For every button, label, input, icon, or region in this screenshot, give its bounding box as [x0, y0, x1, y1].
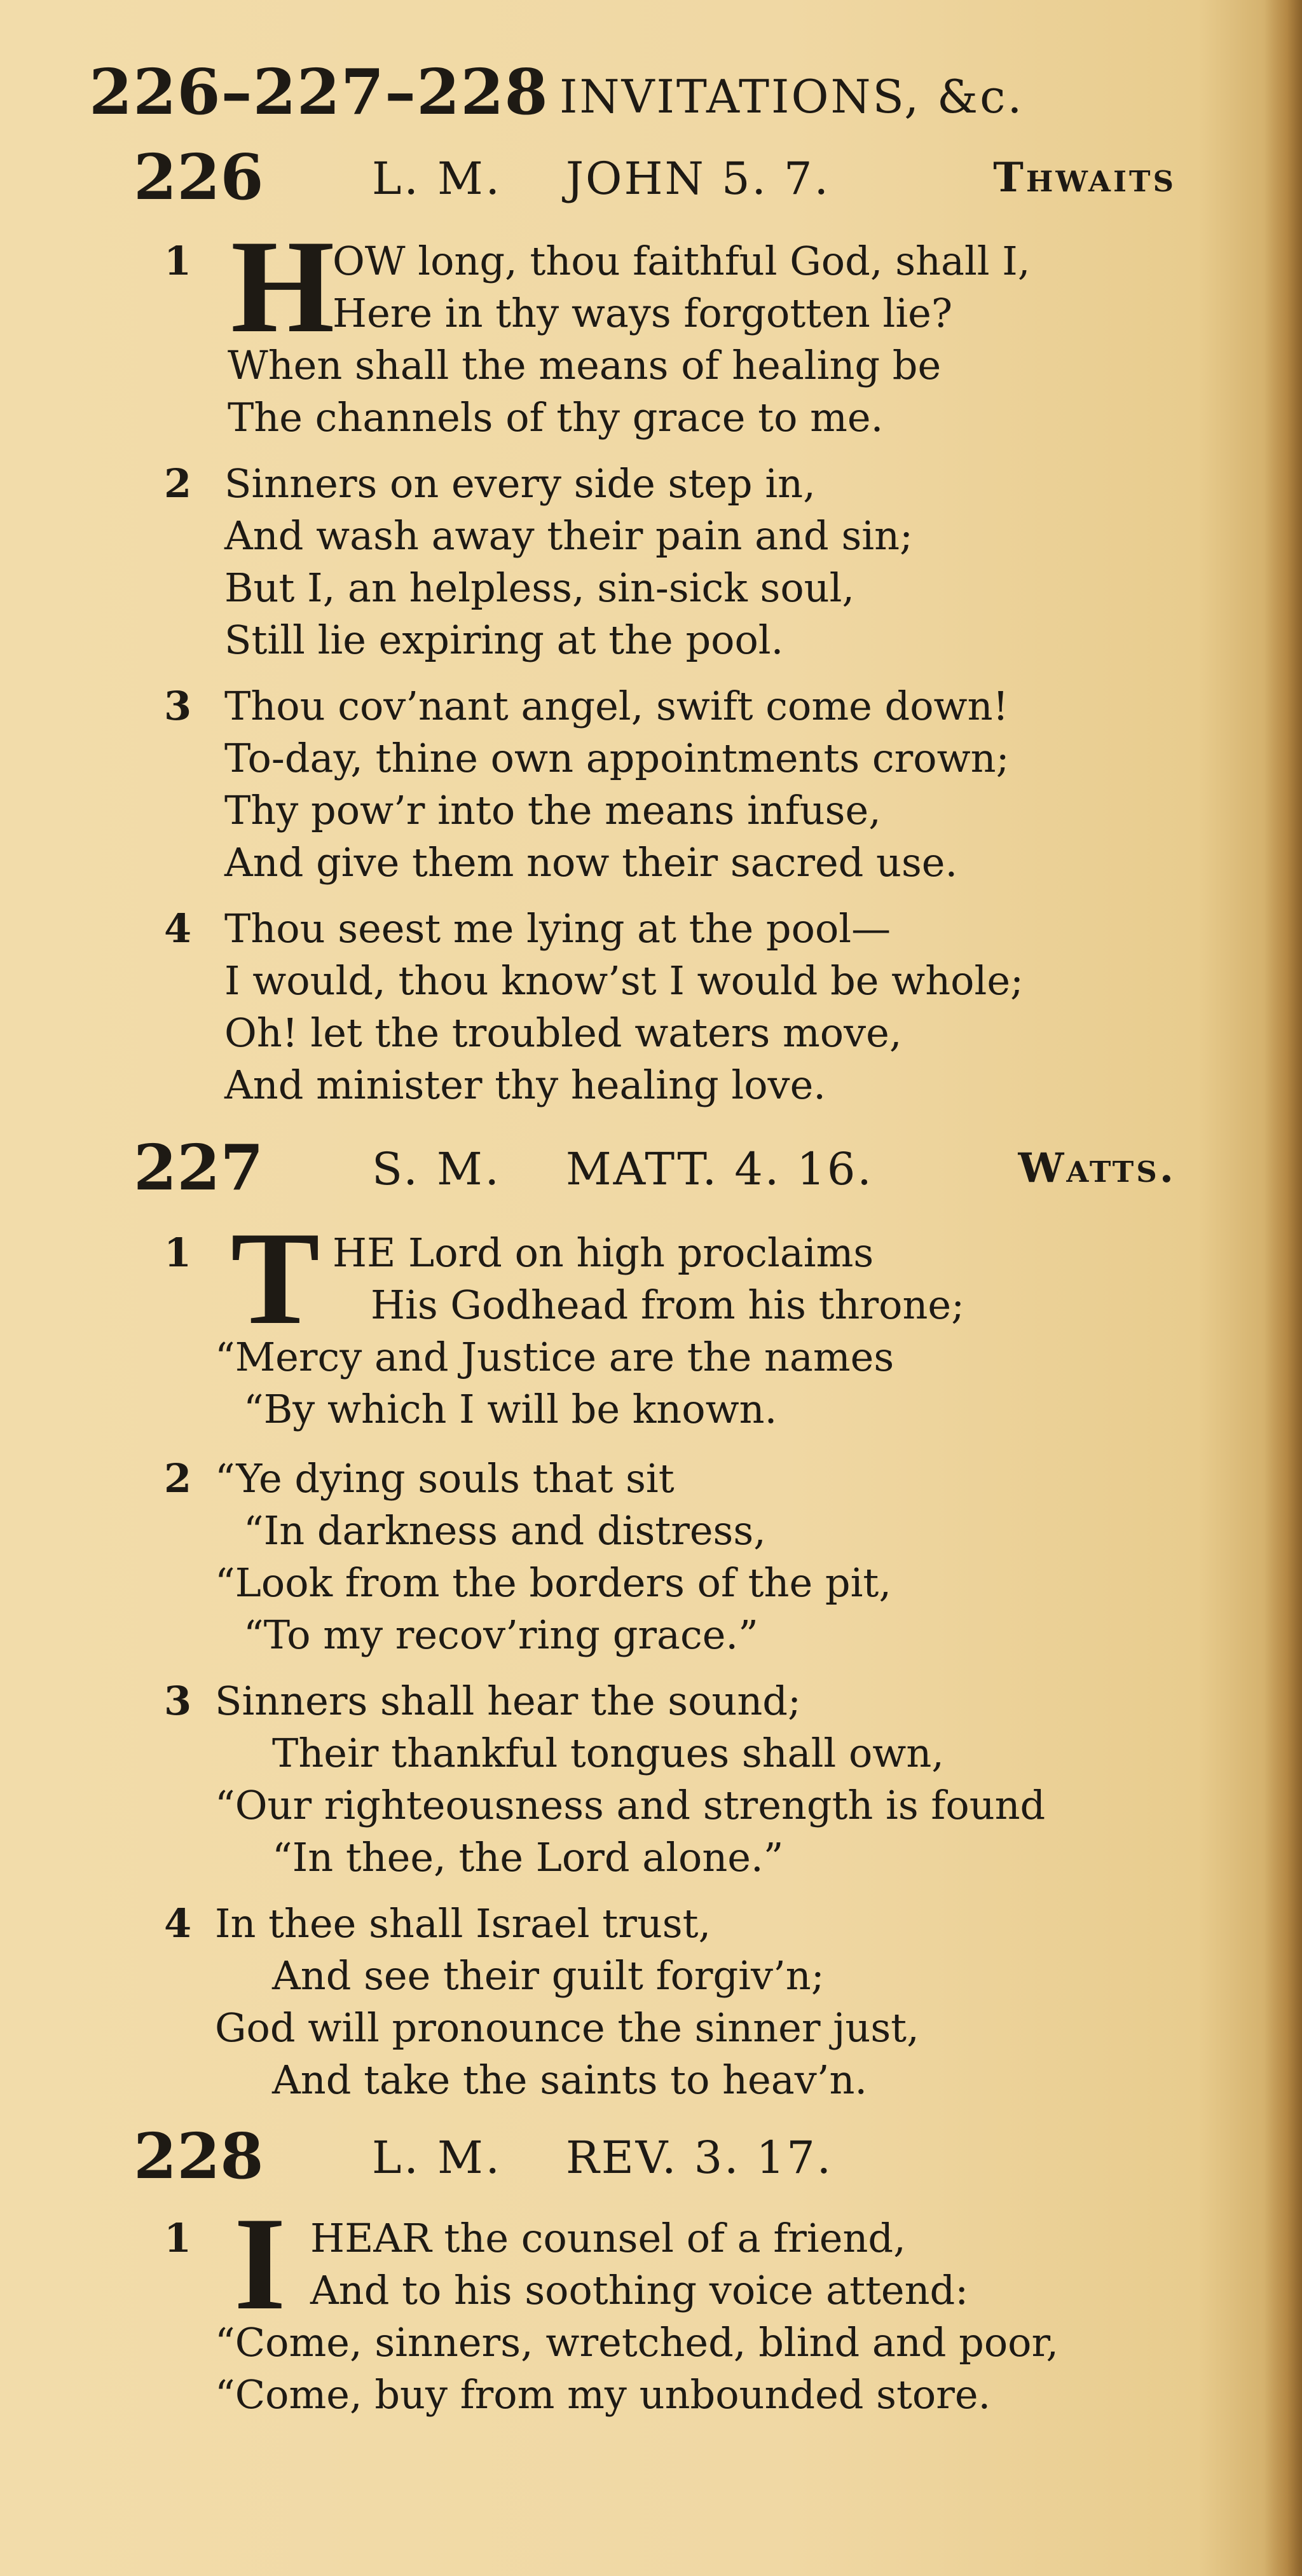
verse-line: “To my recov’ring grace.” — [243, 1612, 758, 1658]
verse-line: Thou cov’nant angel, swift come down! — [224, 683, 1009, 729]
hymn-scripture-reference: JOHN 5. 7. — [566, 153, 830, 205]
verse-line: Their thankful tongues shall own, — [272, 1730, 944, 1776]
verse-line: Here in thy ways forgotten lie? — [332, 290, 953, 336]
hymn-226-stanza-4 — [164, 903, 1181, 1113]
verse-line: “Ye dying souls that sit — [215, 1455, 675, 1502]
verse-line: “By which I will be known. — [243, 1386, 778, 1432]
hymn-226-stanza-2 — [164, 458, 1181, 668]
verse-line: OW long, thou faithful God, shall I, — [332, 238, 1031, 284]
hymn-227-stanza-4 — [164, 1898, 1181, 2107]
verse-line: Thy pow’r into the means infuse, — [224, 787, 881, 833]
hymn-author: Thwaits — [993, 154, 1176, 202]
verse-line: His Godhead from his throne; — [371, 1282, 964, 1328]
drop-cap: T — [231, 1205, 320, 1352]
verse-line: And minister thy healing love. — [224, 1062, 826, 1108]
stanza-number: 1 — [164, 2215, 192, 2261]
verse-line: HE Lord on high proclaims — [332, 1230, 874, 1276]
verse-line: But I, an helpless, sin-sick soul, — [224, 565, 855, 611]
hymn-meter: L. M. — [372, 2132, 502, 2184]
header-section-title: INVITATIONS, &c. — [559, 70, 1024, 123]
hymn-227-stanza-1 — [164, 1205, 1181, 1437]
verse-line: Oh! let the troubled waters move, — [224, 1010, 902, 1056]
verse-line: “Come, buy from my unbounded store. — [215, 2371, 991, 2418]
hymn-scripture-reference: REV. 3. 17. — [566, 2132, 833, 2184]
verse-line: And wash away their pain and sin; — [224, 512, 913, 559]
hymn-number: 226 — [134, 141, 264, 214]
hymn-226-stanza-3 — [164, 680, 1181, 890]
verse-line: “In thee, the Lord alone.” — [272, 1834, 784, 1881]
verse-line: “Mercy and Justice are the names — [215, 1334, 894, 1380]
stanza-number: 4 — [164, 1900, 192, 1947]
verse-line: And to his soothing voice attend: — [310, 2267, 969, 2313]
header-hymn-range: 226–227–228 — [89, 56, 549, 129]
verse-line: HEAR the counsel of a friend, — [310, 2215, 906, 2261]
verse-line: In thee shall Israel trust, — [215, 1900, 711, 1947]
verse-line: The channels of thy grace to me. — [228, 394, 884, 441]
verse-line: “In darkness and distress, — [243, 1507, 766, 1554]
verse-line: Thou seest me lying at the pool— — [224, 905, 891, 952]
hymn-meter: L. M. — [372, 153, 502, 205]
verse-line: God will pronounce the sinner just, — [215, 2004, 919, 2051]
hymn-228-stanza-1 — [164, 2190, 1181, 2422]
verse-line: Sinners on every side step in, — [224, 460, 816, 507]
hymn-scripture-reference: MATT. 4. 16. — [566, 1143, 874, 1195]
verse-line: And give them now their sacred use. — [224, 839, 958, 886]
verse-line: I would, thou know’st I would be whole; — [224, 957, 1024, 1004]
verse-line: When shall the means of healing be — [228, 342, 942, 388]
stanza-number: 1 — [164, 238, 192, 284]
verse-line: “Look from the borders of the pit, — [215, 1559, 892, 1606]
verse-line: “Come, sinners, wretched, blind and poor, — [215, 2319, 1059, 2366]
hymn-228-heading — [134, 2120, 1176, 2196]
stanza-number: 4 — [164, 905, 192, 952]
stanza-number: 1 — [164, 1230, 192, 1276]
hymn-meter: S. M. — [372, 1143, 502, 1195]
stanza-number: 2 — [164, 1455, 192, 1502]
hymn-227-heading — [134, 1132, 1176, 1208]
hymn-number: 228 — [134, 2120, 264, 2193]
verse-line: To-day, thine own appointments crown; — [224, 735, 1010, 781]
drop-cap: H — [231, 213, 335, 360]
hymn-227-stanza-3 — [164, 1675, 1181, 1885]
stanza-number: 2 — [164, 460, 192, 507]
stanza-number: 3 — [164, 683, 192, 729]
stanza-number: 3 — [164, 1678, 192, 1724]
hymn-227-stanza-2 — [164, 1453, 1181, 1662]
page-edge-shadow — [1264, 0, 1302, 2576]
verse-line: Still lie expiring at the pool. — [224, 617, 784, 663]
hymn-number: 227 — [134, 1132, 264, 1205]
hymn-226-heading — [134, 141, 1176, 217]
drop-cap: I — [234, 2190, 286, 2338]
page-header — [89, 56, 1208, 129]
verse-line: And see their guilt forgiv’n; — [272, 1952, 825, 1999]
verse-line: “Our righteousness and strength is found — [215, 1782, 1046, 1828]
verse-line: Sinners shall hear the sound; — [215, 1678, 801, 1724]
hymn-author: Watts. — [1018, 1144, 1176, 1192]
hymn-226-stanza-1 — [164, 213, 1181, 445]
verse-line: And take the saints to heav’n. — [272, 2057, 868, 2103]
